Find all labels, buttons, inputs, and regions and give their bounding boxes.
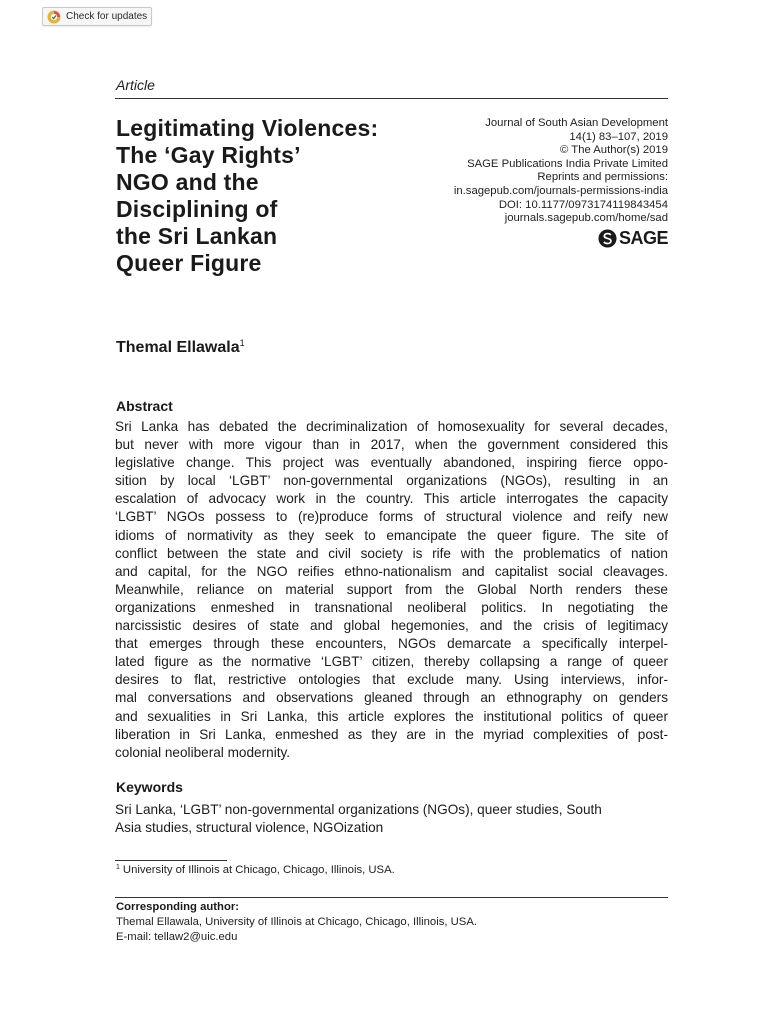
- journal-info: [454, 117, 668, 226]
- article-title: [116, 115, 436, 277]
- journal-reprints: Reprints and permissions:: [537, 171, 668, 184]
- abstract-line: that emerges through these encounters, NGOs demarcate a specifically interpel-: [115, 636, 668, 652]
- abstract-line: and sexualities in Sri Lanka, this article explores the institutional politics of queer: [115, 708, 668, 724]
- keywords-line: Asia studies, structural violence, NGOization: [115, 820, 384, 836]
- corresponding-rule: [115, 897, 668, 898]
- abstract-line: desires to flat, restrictive ontologies that exclude many. Using interviews, infor-: [115, 672, 668, 688]
- footnote: [116, 864, 395, 876]
- abstract-line: organizations enmeshed in transnational neoliberal politics. In negotiating the: [115, 599, 668, 615]
- check-for-updates-label: Check for updates: [66, 11, 148, 22]
- keywords-heading: Keywords: [116, 779, 183, 795]
- abstract-line: but never with more vigour than in 2017, when the government considered this: [115, 437, 668, 453]
- abstract-line: idioms of normativity as they seek to emancipate the queer figure. The site of: [115, 527, 668, 543]
- article-type-label: Article: [116, 77, 155, 93]
- journal-home-link[interactable]: journals.sagepub.com/home/sad: [504, 212, 668, 225]
- title-line: Queer Figure: [116, 250, 262, 276]
- title-line: Disciplining of: [116, 196, 278, 222]
- abstract-line: sition by local ‘LGBT’ non-governmental organizations (NGOs), resulting in an: [115, 473, 668, 489]
- sage-logo-icon: [598, 229, 617, 248]
- sage-logo: [598, 228, 668, 249]
- title-line: NGO and the: [116, 169, 259, 195]
- check-for-updates-button[interactable]: [42, 7, 152, 26]
- abstract-line: escalation of advocacy work in the country. This article interrogates the capacity: [115, 491, 668, 507]
- abstract-line: narcissistic desires of state and global hegemonies, and the crisis of legitimacy: [115, 618, 668, 634]
- journal-permissions-link[interactable]: in.sagepub.com/journals-permissions-india: [453, 184, 668, 197]
- corresponding-author-affiliation: Themal Ellawala, University of Illinois at Chicago, Chicago, Illinois, USA.: [116, 916, 478, 928]
- abstract-line: mal conversations and observations gleaned through an ethnography on genders: [115, 690, 668, 706]
- keywords-line: Sri Lanka, ‘LGBT’ non-governmental organizations (NGOs), queer studies, South: [115, 802, 602, 817]
- sage-logo-text: SAGE: [618, 228, 668, 248]
- journal-publisher: SAGE Publications India Private Limited: [467, 157, 668, 170]
- title-line: the Sri Lankan: [116, 223, 278, 249]
- corresponding-author-email[interactable]: E-mail: tellaw2@uic.edu: [116, 931, 238, 943]
- corresponding-author-heading: Corresponding author:: [116, 901, 240, 913]
- author-name-text: Themal Ellawala: [116, 339, 240, 356]
- abstract-line: ‘LGBT’ NGOs possess to (re)produce forms of structural violence and reify new: [115, 509, 668, 525]
- abstract-line: and capital, for the NGO reifies ethno-nationalism and capitalist social cleavages.: [115, 563, 668, 579]
- title-line: Legitimating Violences:: [116, 115, 379, 141]
- abstract-line: legislative change. This project was eventually abandoned, inspiring fierce oppo-: [115, 455, 668, 471]
- journal-name: Journal of South Asian Development: [485, 117, 668, 129]
- footnote-rule: [115, 860, 227, 861]
- keywords-text: [115, 801, 668, 837]
- journal-copyright: © The Author(s) 2019: [560, 144, 668, 157]
- title-line: The ‘Gay Rights’: [116, 142, 301, 168]
- header-rule: [115, 98, 668, 99]
- abstract-line: Sri Lanka has debated the decriminalization of homosexuality for several decades,: [115, 419, 668, 434]
- journal-volume: 14(1) 83–107, 2019: [569, 130, 668, 143]
- abstract-line: conflict between the state and civil society is rife with the problematics of nation: [115, 545, 668, 561]
- abstract-line: Meanwhile, reliance on material support from the Global North renders these: [115, 581, 668, 597]
- author-affiliation-marker: 1: [239, 338, 245, 348]
- check-for-updates-icon: [47, 10, 61, 24]
- abstract-line: lated figure as the normative ‘LGBT’ citizen, thereby collapsing a range of queer: [115, 654, 668, 670]
- author-name: [116, 338, 245, 357]
- abstract-line: liberation in Sri Lanka, enmeshed as they are in the myriad complexities of post-: [115, 726, 668, 742]
- abstract-line: colonial neoliberal modernity.: [115, 744, 291, 760]
- abstract-text: [115, 418, 668, 762]
- journal-doi[interactable]: DOI: 10.1177/0973174119843454: [498, 198, 668, 211]
- footnote-text: University of Illinois at Chicago, Chicago, Illinois, USA.: [122, 864, 395, 876]
- abstract-heading: Abstract: [116, 398, 173, 414]
- footnote-marker: 1: [116, 864, 120, 871]
